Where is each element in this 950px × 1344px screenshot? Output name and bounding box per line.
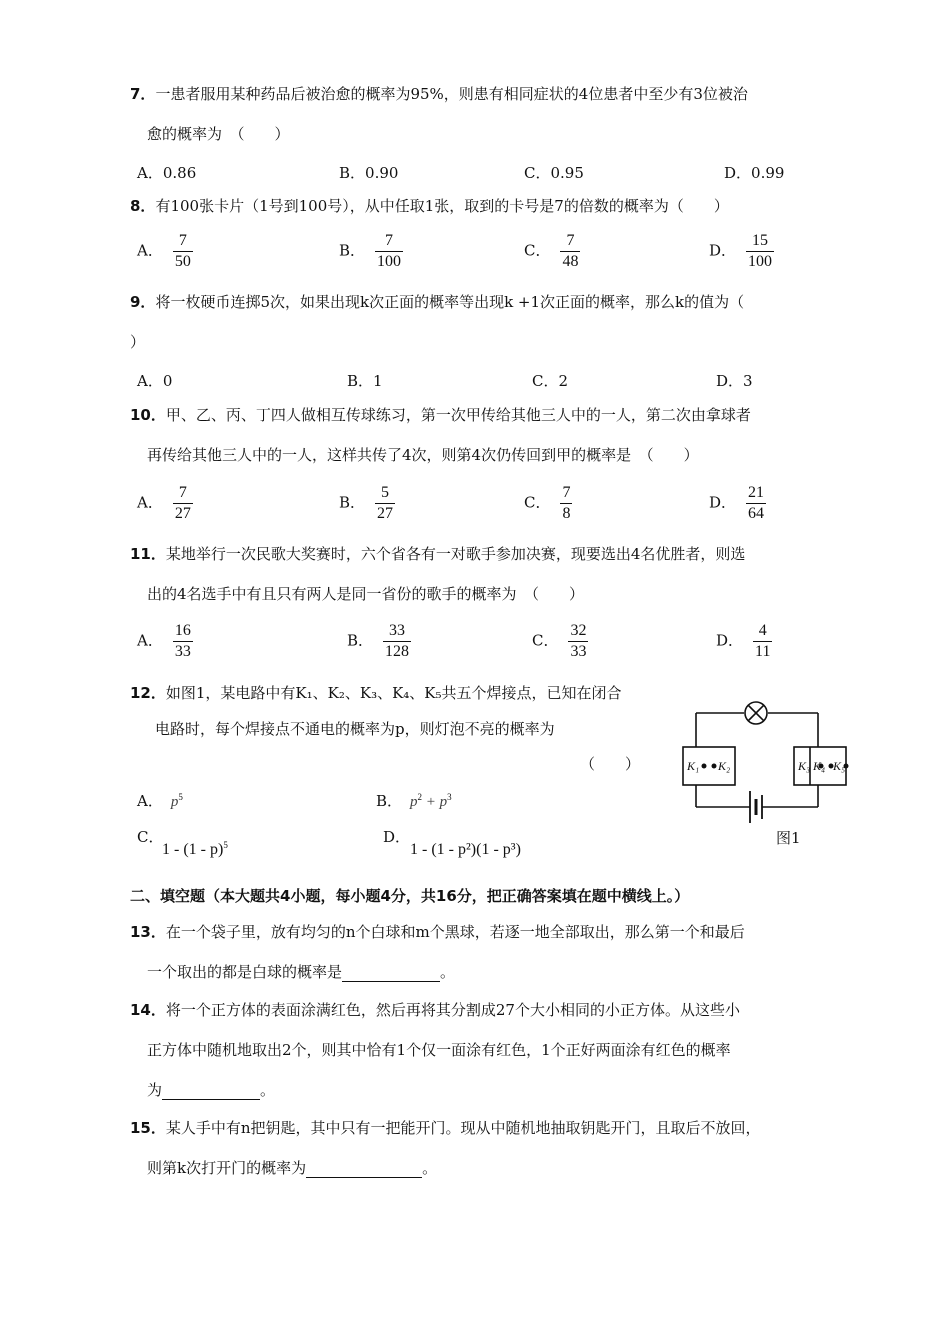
option-d: D．0.99 [724,164,785,182]
question-text: 甲、乙、丙、丁四人做相互传球练习，第一次甲传给其他三人中的一人，第二次由拿球者 [165,406,751,424]
option-c: C． $\frac{7}{48}$ [524,232,579,270]
option-c: C． $\frac{7}{8}$ [524,484,571,522]
question-text: 有100张卡片（1号到100号），从中任取1张，取到的卡号是7的倍数的概率为（ ） [155,197,729,215]
option-a: A． $p^5$ [137,792,183,810]
question-8 [130,196,729,216]
answer-paren: （ ） [580,755,641,773]
question-text: 在一个袋子里，放有均匀的n个白球和m个黑球，若逐一地全部取出，那么第一个和最后 [165,923,745,941]
question-12 [130,683,622,703]
option-d-expr: 1 - (1 - p²)(1 - p³) [410,841,521,858]
option-c: C．2 [532,372,569,390]
k4-label: K₄ [813,759,826,773]
question-text: 一患者服用某种药品后被治愈的概率为95%，则患有相同症状的4位患者中至少有3位被治 [155,85,748,103]
option-a: A． $\frac{16}{33}$ [137,622,191,660]
option-d: D． $\frac{4}{11}$ [716,622,771,660]
question-14-line3: 为 。 [147,1081,276,1099]
question-text-cont: ） [130,333,146,351]
question-10 [130,405,751,425]
option-c: C．0.95 [524,164,584,182]
question-text: 将一枚硬币连掷5次，如果出现k次正面的概率等出现k +1次正面的概率，那么k的值为（ [155,293,745,311]
question-13-line2: 一个取出的都是白球的概率是 。 [147,963,456,981]
k3-label: K₃ [798,759,811,773]
question-text: 将一个正方体的表面涂满红色，然后再将其分割成27个大小相同的小正方体。从这些小 [165,1001,740,1019]
answer-blank[interactable] [162,1083,260,1100]
question-text-cont: 再传给其他三人中的一人，这样共传了4次，则第4次仍传回到甲的概率是 （ ） [147,446,699,464]
k1-label: K₁ [687,759,700,773]
circuit-diagram [680,695,850,850]
question-15 [130,1118,761,1138]
option-b: B．1 [347,372,383,390]
question-11 [130,544,745,564]
option-b: B．0.90 [339,164,399,182]
answer-blank[interactable] [306,1161,422,1178]
question-7 [130,84,748,104]
option-d: D． [383,828,411,846]
option-c-expr: 1 - (1 - p)$^5$ [162,840,228,858]
figure-caption: 图1 [776,829,801,847]
question-number: 7． [130,85,156,103]
question-14 [130,1000,740,1020]
question-text-cont: 出的4名选手中有且只有两人是同一省份的歌手的概率为 （ ） [147,585,585,603]
option-b: B． $\frac{5}{27}$ [339,484,394,522]
question-text-cont: 电路时，每个焊接点不通电的概率为p，则灯泡不亮的概率为 [155,720,555,738]
option-b: B． $p^2 + p^3$ [376,792,452,810]
option-b: B． $\frac{7}{100}$ [339,232,402,270]
option-d: D． $\frac{21}{64}$ [709,484,765,522]
option-c: C． [137,828,164,846]
question-text-cont: 愈的概率为 （ ） [147,125,290,143]
question-13 [130,922,745,942]
question-number: 13． [130,923,166,941]
option-d: D．3 [716,372,753,390]
option-a: A． $\frac{7}{50}$ [137,232,191,270]
question-text: 某地举行一次民歌大奖赛时，六个省各有一对歌手参加决赛，现要选出4名优胜者，则选 [165,545,746,563]
option-c: C． $\frac{32}{33}$ [532,622,587,660]
question-number: 11． [130,545,166,563]
question-text: 某人手中有n把钥匙，其中只有一把能开门。现从中随机地抽取钥匙开门，且取后不放回， [165,1119,761,1137]
question-15-line2: 则第k次打开门的概率为 。 [147,1159,438,1177]
question-text: 如图1，某电路中有K₁、K₂、K₃、K₄、K₅共五个焊接点，已知在闭合 [165,684,622,702]
question-9 [130,292,744,312]
question-text-cont: 正方体中随机地取出2个，则其中恰有1个仅一面涂有红色，1个正好两面涂有红色的概率 [147,1041,731,1059]
option-a: A． $\frac{7}{27}$ [137,484,191,522]
question-number: 15． [130,1119,166,1137]
answer-blank[interactable] [342,965,440,982]
option-a: A．0.86 [137,164,197,182]
section-heading: 二、填空题（本大题共4小题，每小题4分，共16分，把正确答案填在题中横线上。） [130,887,690,905]
question-number: 10． [130,406,166,424]
question-number: 9． [130,293,156,311]
question-number: 12． [130,684,166,702]
option-b: B． $\frac{33}{128}$ [347,622,410,660]
k5-label: K₅ [833,759,846,773]
option-d: D． $\frac{15}{100}$ [709,232,773,270]
k2-label: K₂ [718,759,731,773]
option-a: A．0 [137,372,173,390]
question-number: 8． [130,197,156,215]
question-number: 14． [130,1001,166,1019]
